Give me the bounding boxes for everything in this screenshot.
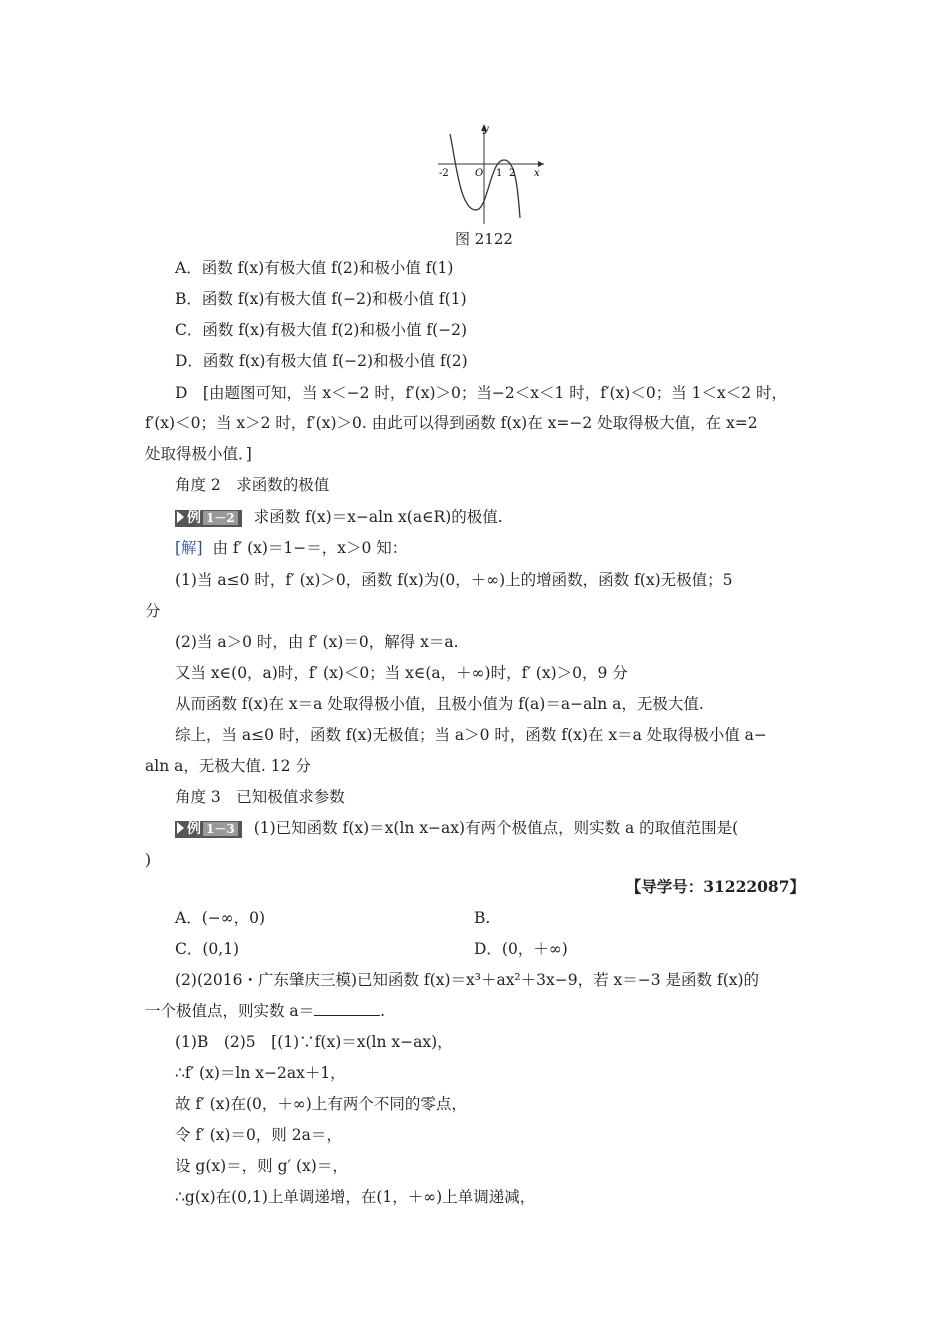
example-tag: 例 1－2 — [175, 510, 242, 527]
solution-line7: 综上，当 a≤0 时，函数 f(x)无极值；当 a＞0 时，函数 f(x)在 x＝a 处取得极小值 a− — [175, 726, 767, 744]
option-d: D．函数 f(x)有极大值 f(−2)和极小值 f(2) — [175, 352, 468, 370]
x-label: x — [534, 168, 540, 179]
function-graph-figure — [438, 122, 548, 227]
example-1-3 — [175, 818, 738, 838]
tick-neg2: -2 — [439, 168, 449, 179]
option-b: B．函数 f(x)有极大值 f(−2)和极小值 f(1) — [175, 290, 467, 308]
answer13-line3: 故 f′ (x)在(0，＋∞)上有两个不同的零点， — [175, 1095, 467, 1113]
solution-line8: aln a，无极大值. 12 分 — [145, 757, 311, 775]
example-1-2-text: 求函数 f(x)＝x−aln x(a∈R)的极值. — [253, 508, 503, 526]
option-a: A．函数 f(x)有极大值 f(2)和极小值 f(1) — [175, 259, 454, 277]
solution-line6: 从而函数 f(x)在 x＝a 处取得极小值，且极小值为 f(a)＝a−aln a，无极大值. — [175, 695, 704, 713]
answer1-line2: f′(x)＜0；当 x＞2 时，f′(x)＞0. 由此可以得到函数 f(x)在 x=−2 处取得极大值，在 x=2 — [145, 414, 758, 432]
x-axis-arrow — [538, 161, 544, 167]
example-1-3-line1: (1)已知函数 f(x)＝x(ln x−ax)有两个极值点，则实数 a 的取值范围是( — [253, 819, 739, 837]
answer13-line5: 设 g(x)＝，则 g′ (x)＝， — [175, 1157, 348, 1175]
example-tag: 例 1－3 — [175, 821, 242, 838]
option-1-3-a: A．(−∞，0) — [175, 909, 266, 927]
answer13-line6: ∴g(x)在(0,1)上单调递增，在(1，＋∞)上单调递减， — [175, 1188, 536, 1206]
example-1-2 — [175, 507, 503, 527]
solution-line3: 分 — [145, 602, 161, 620]
angle3-heading: 角度 3 已知极值求参数 — [175, 788, 345, 806]
option-1-3-d: D．(0，＋∞) — [474, 940, 568, 958]
answer13-line2: ∴f′ (x)＝ln x−2ax＋1， — [175, 1064, 346, 1082]
tick-2: 2 — [509, 168, 516, 179]
y-label: y — [483, 124, 489, 135]
part2-line1: (2)(2016・广东肇庆三模)已知函数 f(x)＝x³＋ax²＋3x−9，若 x＝−3 是函数 f(x)的 — [175, 971, 760, 989]
part2-line2: 一个极值点，则实数 a＝ . — [145, 1002, 386, 1020]
solution-line5: 又当 x∈(0，a)时，f′ (x)＜0；当 x∈(a，＋∞)时，f′ (x)＞0，9 分 — [175, 664, 628, 682]
answer-blank — [314, 1001, 380, 1016]
angle2-heading: 角度 2 求函数的极值 — [175, 476, 330, 494]
guide-number: 【导学号：31222087】 — [625, 877, 805, 896]
answer13-line1: (1)B (2)5 [(1)∵f(x)＝x(ln x−ax)， — [175, 1033, 453, 1051]
option-c: C．函数 f(x)有极大值 f(2)和极小值 f(−2) — [175, 321, 468, 339]
example-1-3-line2: ) — [145, 851, 152, 869]
option-1-3-c: C．(0,1) — [175, 940, 240, 958]
option-1-3-b: B. — [474, 909, 491, 927]
answer1-line1: D [由题图可知，当 x＜−2 时，f′(x)＞0；当−2＜x＜1 时，f′(x)＜0；当 1＜x＜2 时， — [175, 384, 788, 402]
answer13-line4: 令 f′ (x)＝0，则 2a＝， — [175, 1126, 342, 1144]
solution-line1: [解] 由 f′ (x)＝1−＝，x＞0 知： — [175, 539, 408, 557]
origin-label: O — [475, 168, 484, 179]
figure-caption: 图 2122 — [455, 230, 513, 248]
answer1-line3: 处取得极小值．] — [145, 445, 252, 463]
tick-1: 1 — [496, 168, 503, 179]
solution-label: [解] — [175, 539, 203, 557]
solution-line4: (2)当 a＞0 时，由 f′ (x)＝0，解得 x＝a. — [175, 633, 459, 651]
solution-line2: (1)当 a≤0 时，f′ (x)＞0，函数 f(x)为(0，＋∞)上的增函数，函数 f(x)无极值；5 — [175, 571, 733, 589]
derivative-curve-graph — [438, 122, 548, 227]
